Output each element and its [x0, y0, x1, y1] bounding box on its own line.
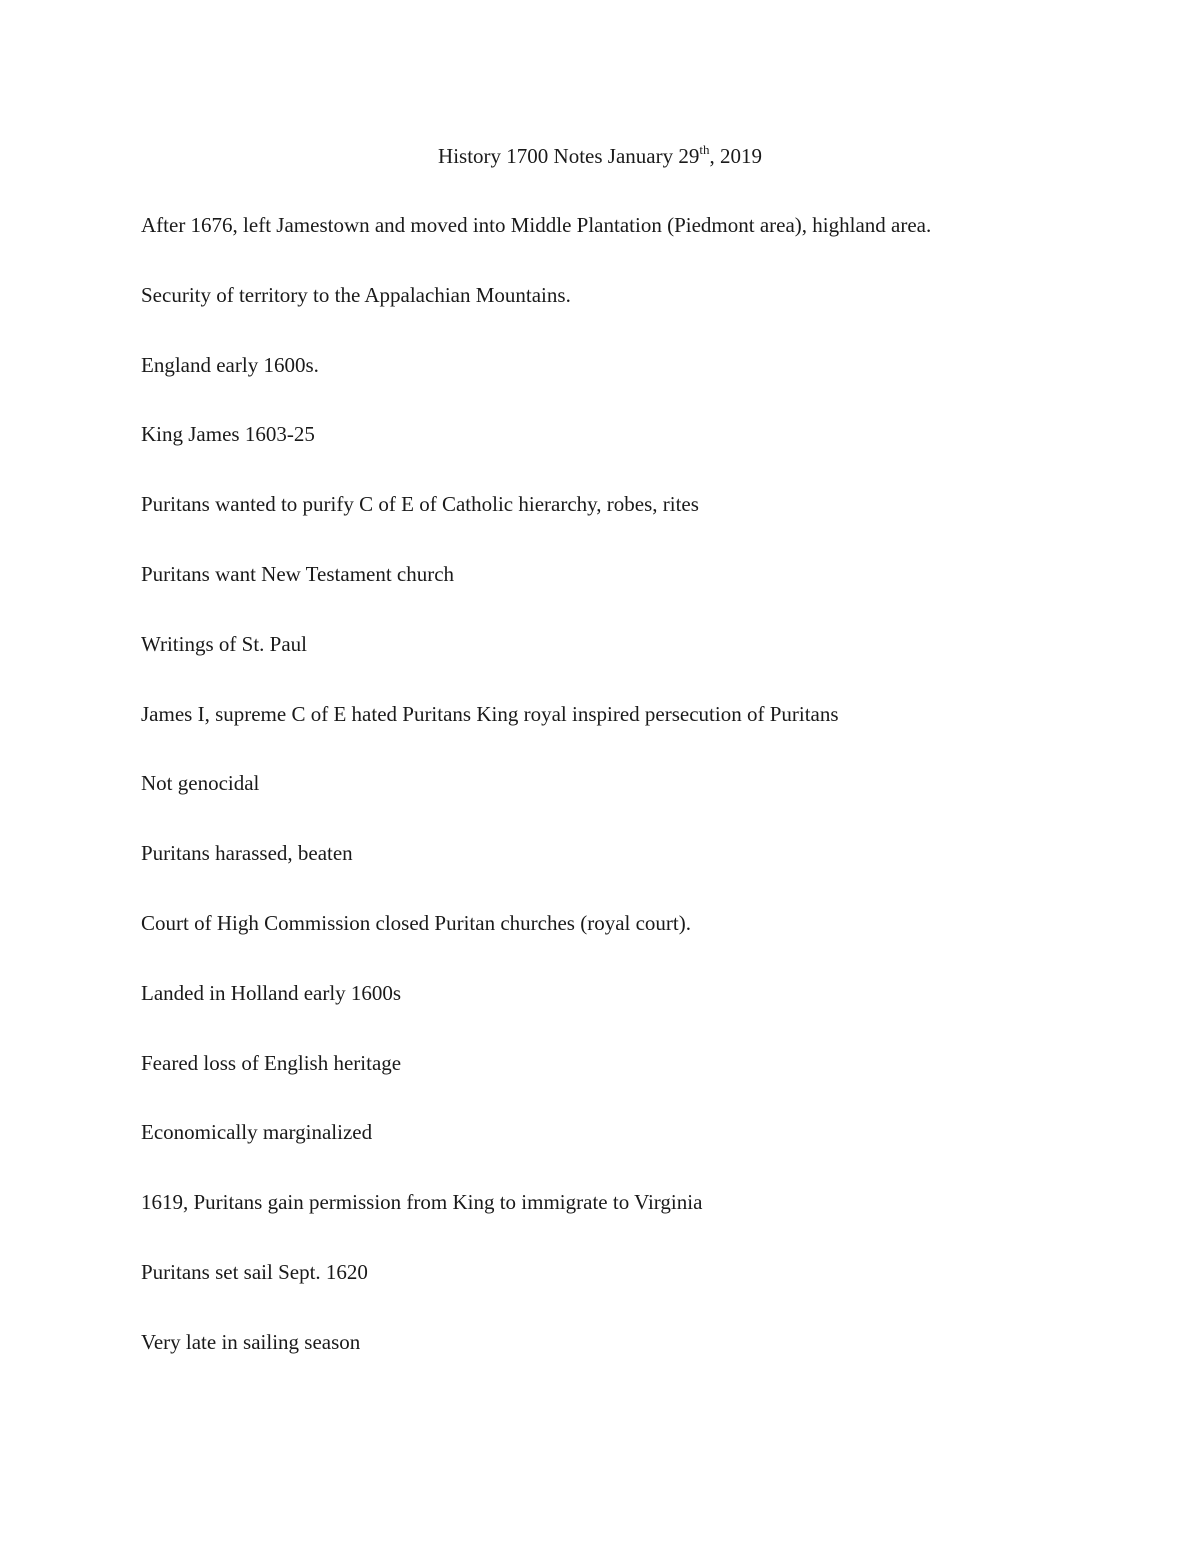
title-year: , 2019: [709, 144, 762, 168]
note-line: Puritans set sail Sept. 1620: [141, 1259, 368, 1284]
note-line: Landed in Holland early 1600s: [141, 980, 402, 1005]
document-title: [0, 140, 1200, 172]
note-line: After 1676, left Jamestown and moved into Middle Plantation (Piedmont area), highland area.: [141, 213, 932, 237]
note-line: Economically marginalized: [141, 1120, 373, 1145]
note-line: Puritans harassed, beaten: [141, 841, 353, 866]
note-line: 1619, Puritans gain permission from King to immigrate to Virginia: [141, 1190, 703, 1215]
note-line: Very late in sailing season: [141, 1329, 361, 1354]
note-line: Feared loss of English heritage: [141, 1050, 402, 1075]
note-line: Puritans want New Testament church: [141, 561, 455, 586]
note-line: Not genocidal: [141, 771, 260, 796]
title-text: History 1700 Notes January 29: [438, 144, 700, 168]
note-line: Writings of St. Paul: [141, 631, 307, 656]
note-line: James I, supreme C of E hated Puritans King royal inspired persecution of Puritans: [141, 701, 839, 726]
note-line: England early 1600s.: [141, 352, 319, 377]
note-line: Puritans wanted to purify C of E of Catholic hierarchy, robes, rites: [141, 492, 699, 517]
title-superscript: th: [699, 142, 710, 157]
notes-list: [141, 209, 1141, 1396]
note-line: Security of territory to the Appalachian Mountains.: [141, 282, 571, 307]
note-line: Court of High Commission closed Puritan churches (royal court).: [141, 910, 691, 935]
note-line: King James 1603-25: [141, 422, 315, 447]
